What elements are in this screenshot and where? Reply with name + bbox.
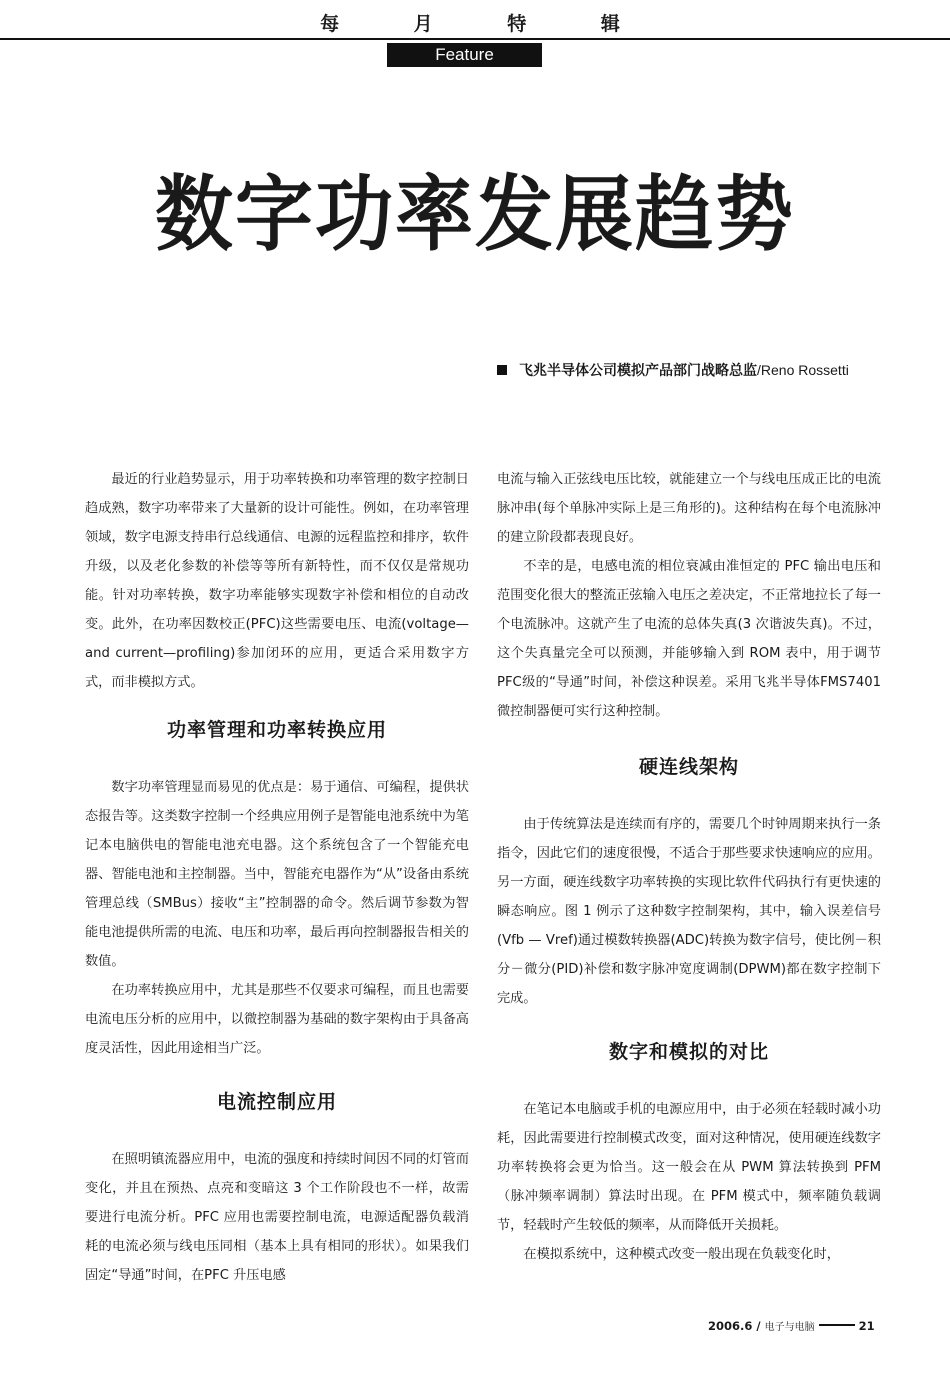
byline-affiliation: 飞兆半导体公司模拟产品部门战略总监 (519, 363, 757, 379)
paragraph: 在功率转换应用中，尤其是那些不仅要求可编程，而且也需要电流电压分析的应用中，以微控制器为基础的数字架构由于具备高度灵活性，因此用途相当广泛。 (85, 983, 469, 1056)
paragraph-continued: 电流与输入正弦线电压比较，就能建立一个与线电压成正比的电流脉冲串(每个单脉冲实际上是三角形的)。这种结构在每个电流脉冲的建立阶段都表现良好。 (497, 472, 881, 545)
feature-tag: Feature (387, 43, 542, 67)
footer-separator: / (752, 1319, 765, 1333)
page-footer (708, 1316, 878, 1336)
section-header: 每 月 特 辑 (320, 13, 654, 35)
paragraph: 在模拟系统中，这种模式改变一般出现在负载变化时， (523, 1247, 840, 1262)
paragraph: 数字功率管理显而易见的优点是：易于通信、可编程，提供状态报告等。这类数字控制一个经典应用例子是智能电池系统中为笔记本电脑供电的智能电池充电器。这个系统包含了一个智能充电器、智能电池和主控制器。当中，智能充电器作为“从”设备由系统管理总线（SMBus）接收“主”控制器的命令。然后调节参数为智能电池提供所需的电流、电压和功率，最后再向控制器报告相关的数值。 (85, 780, 469, 969)
section-heading-current-control: 电流控制应用 (216, 1091, 337, 1113)
footer-rule (819, 1324, 855, 1326)
magazine-name: 电子与电脑 (764, 1322, 815, 1333)
paragraph: 在笔记本电脑或手机的电源应用中，由于必须在轻载时减小功耗，因此需要进行控制模式改变，面对这种情况，使用硬连线数字功率转换将会更为恰当。这一般会在从 PWM 算法转换到 PFM（脉冲频率调制）算法时出现。在 PFM 模式中，频率随负载调节，轻载时产生较低的频率，从而降低开关损耗。 (497, 1102, 881, 1233)
left-column (85, 465, 469, 1290)
right-column (497, 465, 881, 1269)
section-heading-power-management: 功率管理和功率转换应用 (166, 719, 387, 741)
square-bullet-icon (497, 365, 507, 375)
section-heading-digital-vs-analog: 数字和模拟的对比 (608, 1041, 769, 1063)
article-title: 数字功率发展趋势 (154, 166, 795, 263)
page-number: 21 (858, 1319, 875, 1333)
issue-date: 2006.6 (708, 1319, 753, 1333)
byline-author: /Reno Rossetti (757, 362, 849, 378)
paragraph: 由于传统算法是连续而有序的，需要几个时钟周期来执行一条指令，因此它们的速度很慢，不适合于那些要求快速响应的应用。另一方面，硬连线数字功率转换的实现比软件代码执行有更快速的瞬态响应。图 1 例示了这种数字控制架构，其中，输入误差信号(Vfb — Vref)通过模数转换器(ADC)转换为数字信号，使比例－积分－微分(PID)补偿和数字脉冲宽度调制(DPWM)都在数字控制下完成。 (497, 817, 881, 1006)
paragraph: 不幸的是，电感电流的相位衰减由准恒定的 PFC 输出电压和范围变化很大的整流正弦输入电压之差决定，不正常地拉长了每一个电流脉冲。这就产生了电流的总体失真(3 次谐波失真)。不过，这个失真量完全可以预测，并能够输入到 ROM 表中，用于调节PFC级的“导通”时间，补偿这种误差。采用飞兆半导体FMS7401 微控制器便可实行这种控制。 (497, 559, 881, 719)
header-rule (0, 38, 950, 40)
paragraph: 在照明镇流器应用中，电流的强度和持续时间因不同的灯管而变化，并且在预热、点亮和变暗这 3 个工作阶段也不一样，故需要进行电流分析。PFC 应用也需要控制电流，电源适配器负载消耗的电流必须与线电压同相（基本上具有相同的形状）。如果我们固定“导通”时间，在PFC 升压电感 (85, 1152, 469, 1283)
section-heading-hardwired: 硬连线架构 (638, 756, 739, 778)
intro-paragraph: 最近的行业趋势显示，用于功率转换和功率管理的数字控制日趋成熟，数字功率带来了大量新的设计可能性。例如，在功率管理领域，数字电源支持串行总线通信、电源的远程监控和排序，软件升级，以及老化参数的补偿等等所有新特性，而不仅仅是常规功能。针对功率转换，数字功率能够实现数字补偿和相位的自动改变。此外，在功率因数校正(PFC)这些需要电压、电流(voltage—and current—profiling)参加闭环的应用，更适合采用数字方式，而非模拟方式。 (85, 472, 469, 690)
byline (497, 360, 887, 381)
